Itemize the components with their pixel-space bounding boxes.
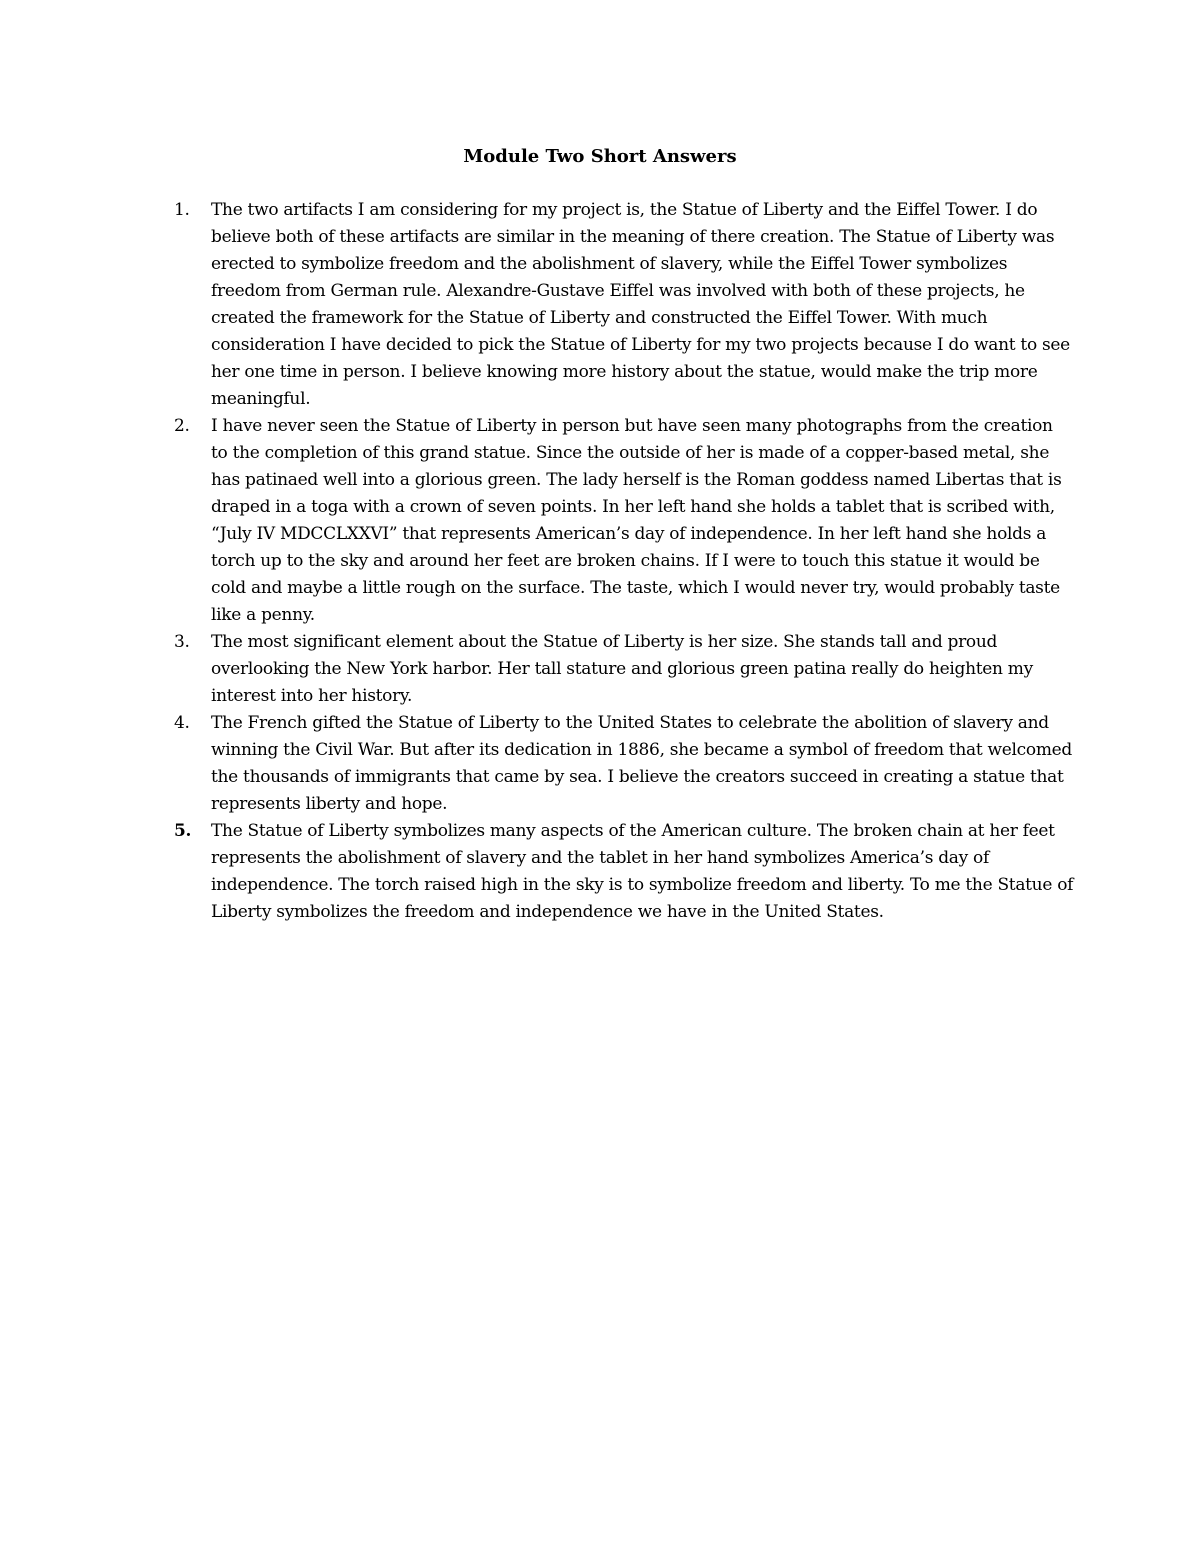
answer-text: The two artifacts I am considering for my project is, the Statue of Liberty and the Eiffel Tower. I do believe both of these artifacts are similar in the meaning of there creation. The Statue of Liberty was erected to symbolize freedom and the abolishment of slavery, while the Eiffel Tower symbolizes freedom from German rule. Alexandre-Gustave Eiffel was involved with both of these projects, he created the framework for the Statue of Liberty and constructed the Eiffel Tower. With much consideration I have decided to pick the Statue of Liberty for my two projects because I do want to see her one time in person. I believe knowing more history about the statue, would make the trip more meaningful. (211, 200, 1070, 409)
answer-number: 1. (174, 200, 190, 220)
answer-item-5 (169, 818, 1074, 926)
answer-number: 4. (174, 713, 190, 733)
answer-text: I have never seen the Statue of Liberty in person but have seen many photographs from the creation to the completion of this grand statue. Since the outside of her is made of a copper-based metal, she has patinaed well into a glorious green. The lady herself is the Roman goddess named Libertas that is draped in a toga with a crown of seven points. In her left hand she holds a tablet that is scribed with, “July IV MDCCLXXVI” that represents American’s day of independence. In her left hand she holds a torch up to the sky and around her feet are broken chains. If I were to touch this statue it would be cold and maybe a little rough on the surface. The taste, which I would never try, would probably taste like a penny. (211, 416, 1062, 625)
answer-number: 3. (174, 632, 190, 652)
answer-number: 2. (174, 416, 190, 436)
answer-item-4 (169, 710, 1074, 818)
answer-item-2 (169, 413, 1074, 629)
document-title: Module Two Short Answers (463, 146, 737, 167)
answer-item-1 (169, 197, 1074, 413)
answer-list (169, 197, 1074, 926)
answer-item-3 (169, 629, 1074, 710)
answer-text: The French gifted the Statue of Liberty to the United States to celebrate the abolition of slavery and winning the Civil War. But after its dedication in 1886, she became a symbol of freedom that welcomed the thousands of immigrants that came by sea. I believe the creators succeed in creating a statue that represents liberty and hope. (211, 713, 1072, 814)
answer-text: The Statue of Liberty symbolizes many aspects of the American culture. The broken chain at her feet represents the abolishment of slavery and the tablet in her hand symbolizes America’s day of independence. The torch raised high in the sky is to symbolize freedom and liberty. To me the Statue of Liberty symbolizes the freedom and independence we have in the United States. (211, 821, 1074, 922)
answer-number: 5. (174, 821, 192, 841)
answer-text: The most significant element about the Statue of Liberty is her size. She stands tall and proud overlooking the New York harbor. Her tall stature and glorious green patina really do heighten my interest into her history. (211, 632, 1033, 706)
